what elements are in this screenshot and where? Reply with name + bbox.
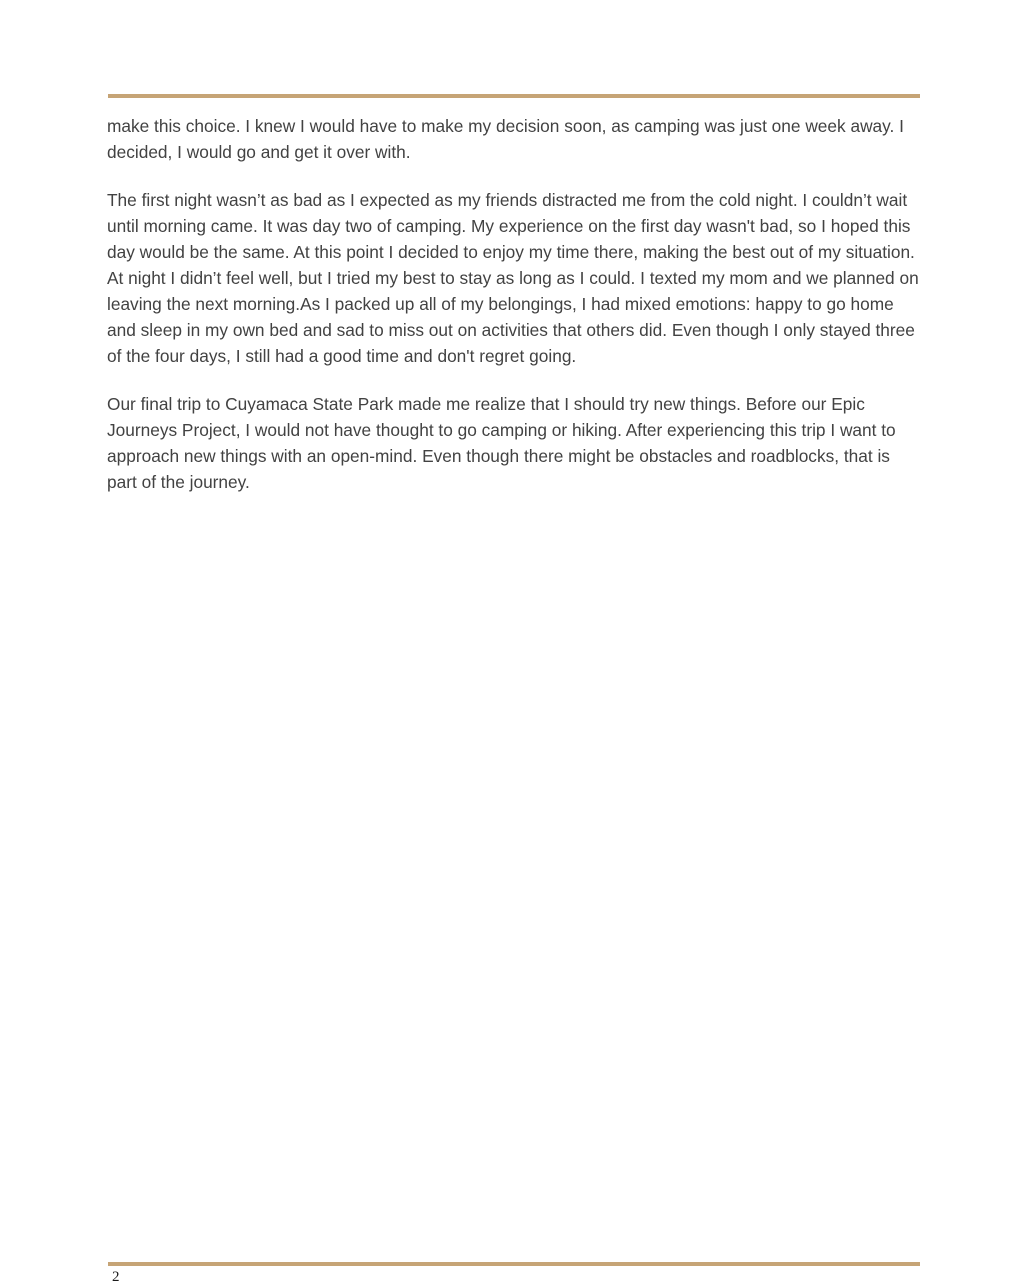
essay-paragraph: The first night wasn’t as bad as I expected as my friends distracted me from the cold night. I couldn’t wait until morning came. It was day two of camping. My experience on the first day wasn't bad, so I hoped this day would be the same. At this point I decided to enjoy my time there, making the best out of my situation. At night I didn’t feel well, but I tried my best to stay as long as I could. I texted my mom and we planned on leaving the next morning.As I packed up all of my belongings, I had mixed emotions: happy to go home and sleep in my own bed and sad to miss out on activities that others did. Even though I only stayed three of the four days, I still had a good time and don't regret going. bbox=[107, 190, 919, 366]
essay-paragraph: Our final trip to Cuyamaca State Park made me realize that I should try new things. Before our Epic Journeys Project, I would not have thought to go camping or hiking. After experiencing this trip I want to approach new things with an open-mind. Even though there might be obstacles and roadblocks, that is part of the journey. bbox=[107, 394, 896, 492]
essay-text-block bbox=[107, 113, 920, 517]
footer-rule bbox=[108, 1262, 920, 1266]
page-number: 2 bbox=[112, 1269, 120, 1285]
header-rule bbox=[108, 94, 920, 98]
essay-paragraph: make this choice. I knew I would have to make my decision soon, as camping was just one week away. I decided, I would go and get it over with. bbox=[107, 116, 904, 162]
